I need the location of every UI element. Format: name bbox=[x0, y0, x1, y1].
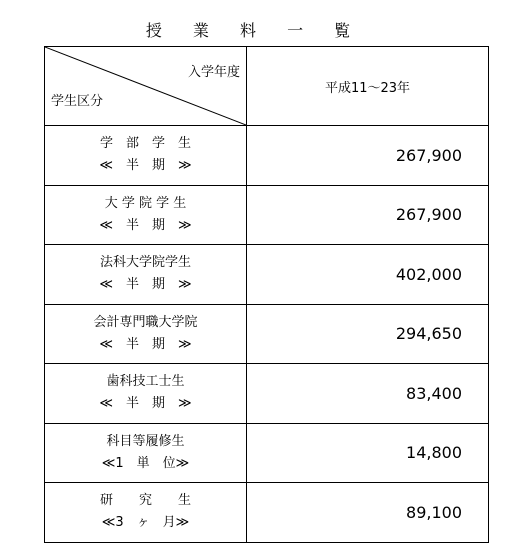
category-period: ≪ 半 期 ≫ bbox=[99, 217, 192, 233]
category-period: ≪ 半 期 ≫ bbox=[99, 277, 192, 293]
category-cell bbox=[45, 483, 247, 543]
category-period: ≪ 半 期 ≫ bbox=[99, 336, 192, 352]
fee-cell: 83,400 bbox=[247, 364, 489, 424]
category-name: 大 学 院 学 生 bbox=[104, 195, 187, 211]
tuition-table bbox=[44, 46, 489, 543]
diagonal-header-cell bbox=[45, 47, 247, 126]
student-category-label: 学生区分 bbox=[51, 94, 104, 109]
category-name: 会計専門職大学院 bbox=[93, 314, 198, 330]
fee-cell: 267,900 bbox=[247, 185, 489, 245]
enrollment-year-label: 入学年度 bbox=[187, 65, 240, 80]
category-name: 研 究 生 bbox=[99, 493, 191, 509]
table-row bbox=[45, 483, 489, 543]
fee-cell: 402,000 bbox=[247, 245, 489, 305]
table-row bbox=[45, 423, 489, 483]
fee-cell: 89,100 bbox=[247, 483, 489, 543]
table-row bbox=[45, 245, 489, 305]
category-name: 科目等履修生 bbox=[106, 433, 185, 449]
category-period: ≪ 半 期 ≫ bbox=[99, 158, 192, 174]
table-row bbox=[45, 185, 489, 245]
diagonal-line bbox=[45, 47, 246, 125]
category-period: ≪3 ヶ 月≫ bbox=[101, 515, 190, 531]
table-row bbox=[45, 304, 489, 364]
fee-cell: 14,800 bbox=[247, 423, 489, 483]
fee-cell: 294,650 bbox=[247, 304, 489, 364]
category-name: 法科大学院学生 bbox=[99, 255, 191, 271]
fee-cell: 267,900 bbox=[247, 126, 489, 186]
category-cell bbox=[45, 423, 247, 483]
category-cell bbox=[45, 185, 247, 245]
period-header: 平成11～23年 bbox=[247, 47, 489, 126]
category-cell bbox=[45, 364, 247, 424]
table-row bbox=[45, 126, 489, 186]
category-cell bbox=[45, 126, 247, 186]
category-period: ≪ 半 期 ≫ bbox=[99, 396, 192, 412]
table-row bbox=[45, 364, 489, 424]
category-period: ≪1 単 位≫ bbox=[101, 455, 190, 471]
page-title: 授 業 料 一 覧 bbox=[145, 21, 364, 40]
category-name: 歯科技工士生 bbox=[106, 374, 185, 390]
category-name: 学 部 学 生 bbox=[99, 136, 191, 152]
category-cell bbox=[45, 304, 247, 364]
category-cell bbox=[45, 245, 247, 305]
table-header-row bbox=[45, 47, 489, 126]
